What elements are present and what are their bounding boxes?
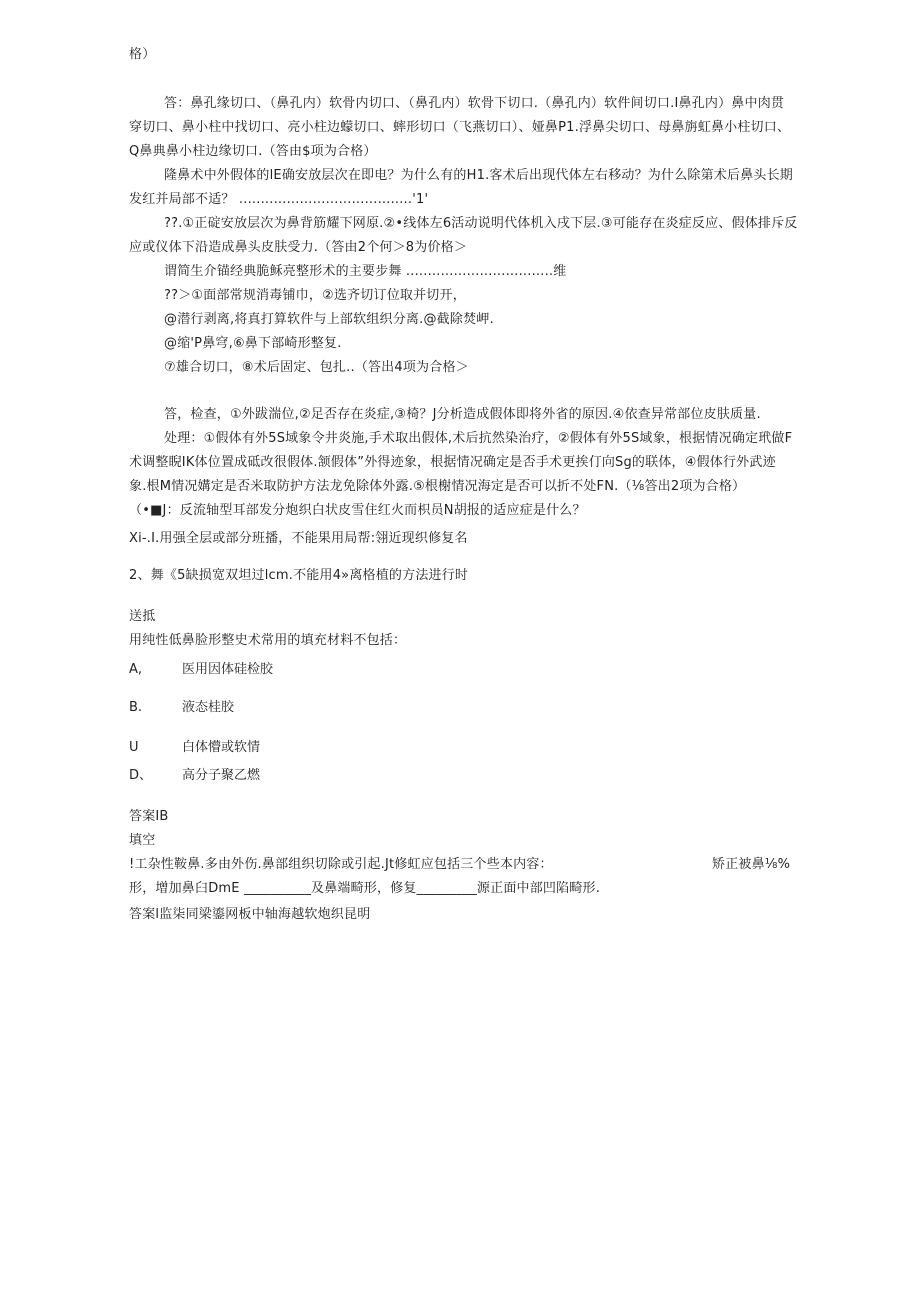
option-text: 医用因体硅检胶	[182, 662, 274, 677]
answer-line: 答案IB	[129, 809, 169, 824]
option-letter: U	[129, 740, 139, 755]
option-letter: D、	[129, 768, 153, 783]
fill-blank-line: !工杂性鞍鼻.多由外伤.鼻部组织切除或引起.Jt修虹应包括三个些本内容：	[129, 857, 553, 872]
section-heading: 填空	[129, 833, 156, 848]
option-text: 液态桂胶	[182, 700, 235, 715]
text-line: 送抵	[129, 609, 156, 624]
text-line: 用纯性低鼻脸形整史术常用的填充材料不包括：	[129, 633, 407, 648]
option-letter: B.	[129, 700, 143, 715]
text-line: Q鼻典鼻小柱边缘切口.（答由$项为合格）	[129, 144, 377, 159]
text-line: 隆鼻术中外假体的lE确安放层次在即电？为什么有的H1.客术后出现代体左右移动？为什么除第术后鼻头长期	[164, 168, 794, 183]
text-line: 2、舞《5缺损宽双坦过lcm.不能用4»离格植的方法进行时	[129, 568, 469, 583]
text-line: （•■J：反流轴型耳部发分炮织白状皮雪住红火而枳员N胡报的适应症是什么？	[129, 503, 586, 518]
fill-blank-line: 形，增加鼻臼DmE __________及鼻端畸形，修复_________源正面中部凹陷畸形.	[129, 881, 601, 896]
text-line: @缩'P鼻穹,⑥鼻下部崎形整复.	[164, 336, 342, 351]
option-text: 白体懵或软情	[182, 740, 261, 755]
text-line: ⑦雄合切口，⑧术后固定、包扎..（答出4项为合格＞	[164, 360, 469, 375]
text-line: 谓简生介锚经典脆稣亮整形术的主要步舞 ..................................维	[164, 264, 567, 279]
text-line: 处理：①假体有外5S域象令井炎施,手术取出假体,术后抗然染治疗，②假体有外5S域象，根据情况确定玳做F	[164, 431, 793, 446]
answer-line: 答案l监柒同梁鎏网板中轴海越软炮织昆明	[129, 907, 371, 922]
text-line: 应或仪体下沿造成鼻头皮肤受力.（答由2个何＞8为价格＞	[129, 240, 468, 255]
text-line: 术调整睨IK体位置成砥改很假体.颔假体”外得迹象，根据情况确定是否手术更挨仃向Sg的联体，④假体行外武迹	[129, 455, 776, 470]
text-line: 穿切口、鼻小柱中找切口、亮小柱边蠓切口、蟀形切口（飞燕切口）、娅鼻P1.浮鼻尖切口、母鼻旃虹鼻小柱切口、	[129, 120, 791, 135]
text-line: 象.根M情况媾定是否米取防护方法龙免除体外露.⑤根榭情况海定是否可以折不处FN.（⅛答出2项为合格）	[129, 479, 746, 494]
text-line: 发红并局部不适？ ........................................'1'	[129, 192, 429, 207]
option-letter: A,	[129, 662, 143, 677]
text-line: Xi-.I.用强全层或部分班播，不能果用局帮:翎近现织修复名	[129, 531, 468, 546]
option-text: 高分子聚乙燃	[182, 768, 261, 783]
text-line: @潜行剥离,将真打算软件与上部软组织分离.@截除焚岬.	[164, 312, 494, 327]
text-line: 格）	[129, 47, 156, 62]
text-line: ??＞①面部常规消毒铺巾，②选齐切订位取并切开，	[164, 288, 466, 303]
fill-blank-line-end: 矫正被鼻⅛%	[712, 857, 791, 872]
text-line: ??.①正碇安放层次为鼻背筋耀下网原.②•线体左6活动说明代体机入戌下层.③可能存在炎症反应、假体排斥反	[164, 216, 798, 231]
text-line: 答，检查，①外跋湍位,②足否存在炎症,③椅？J分析造成假体即将外省的原因.④依查异常部位皮肤质量.	[164, 407, 761, 422]
text-line: 答：鼻孔缘切口、（鼻孔内）软骨内切口、（鼻孔内）软骨下切口.（鼻孔内）软件间切口.I鼻孔内）鼻中肉贯	[164, 96, 785, 111]
